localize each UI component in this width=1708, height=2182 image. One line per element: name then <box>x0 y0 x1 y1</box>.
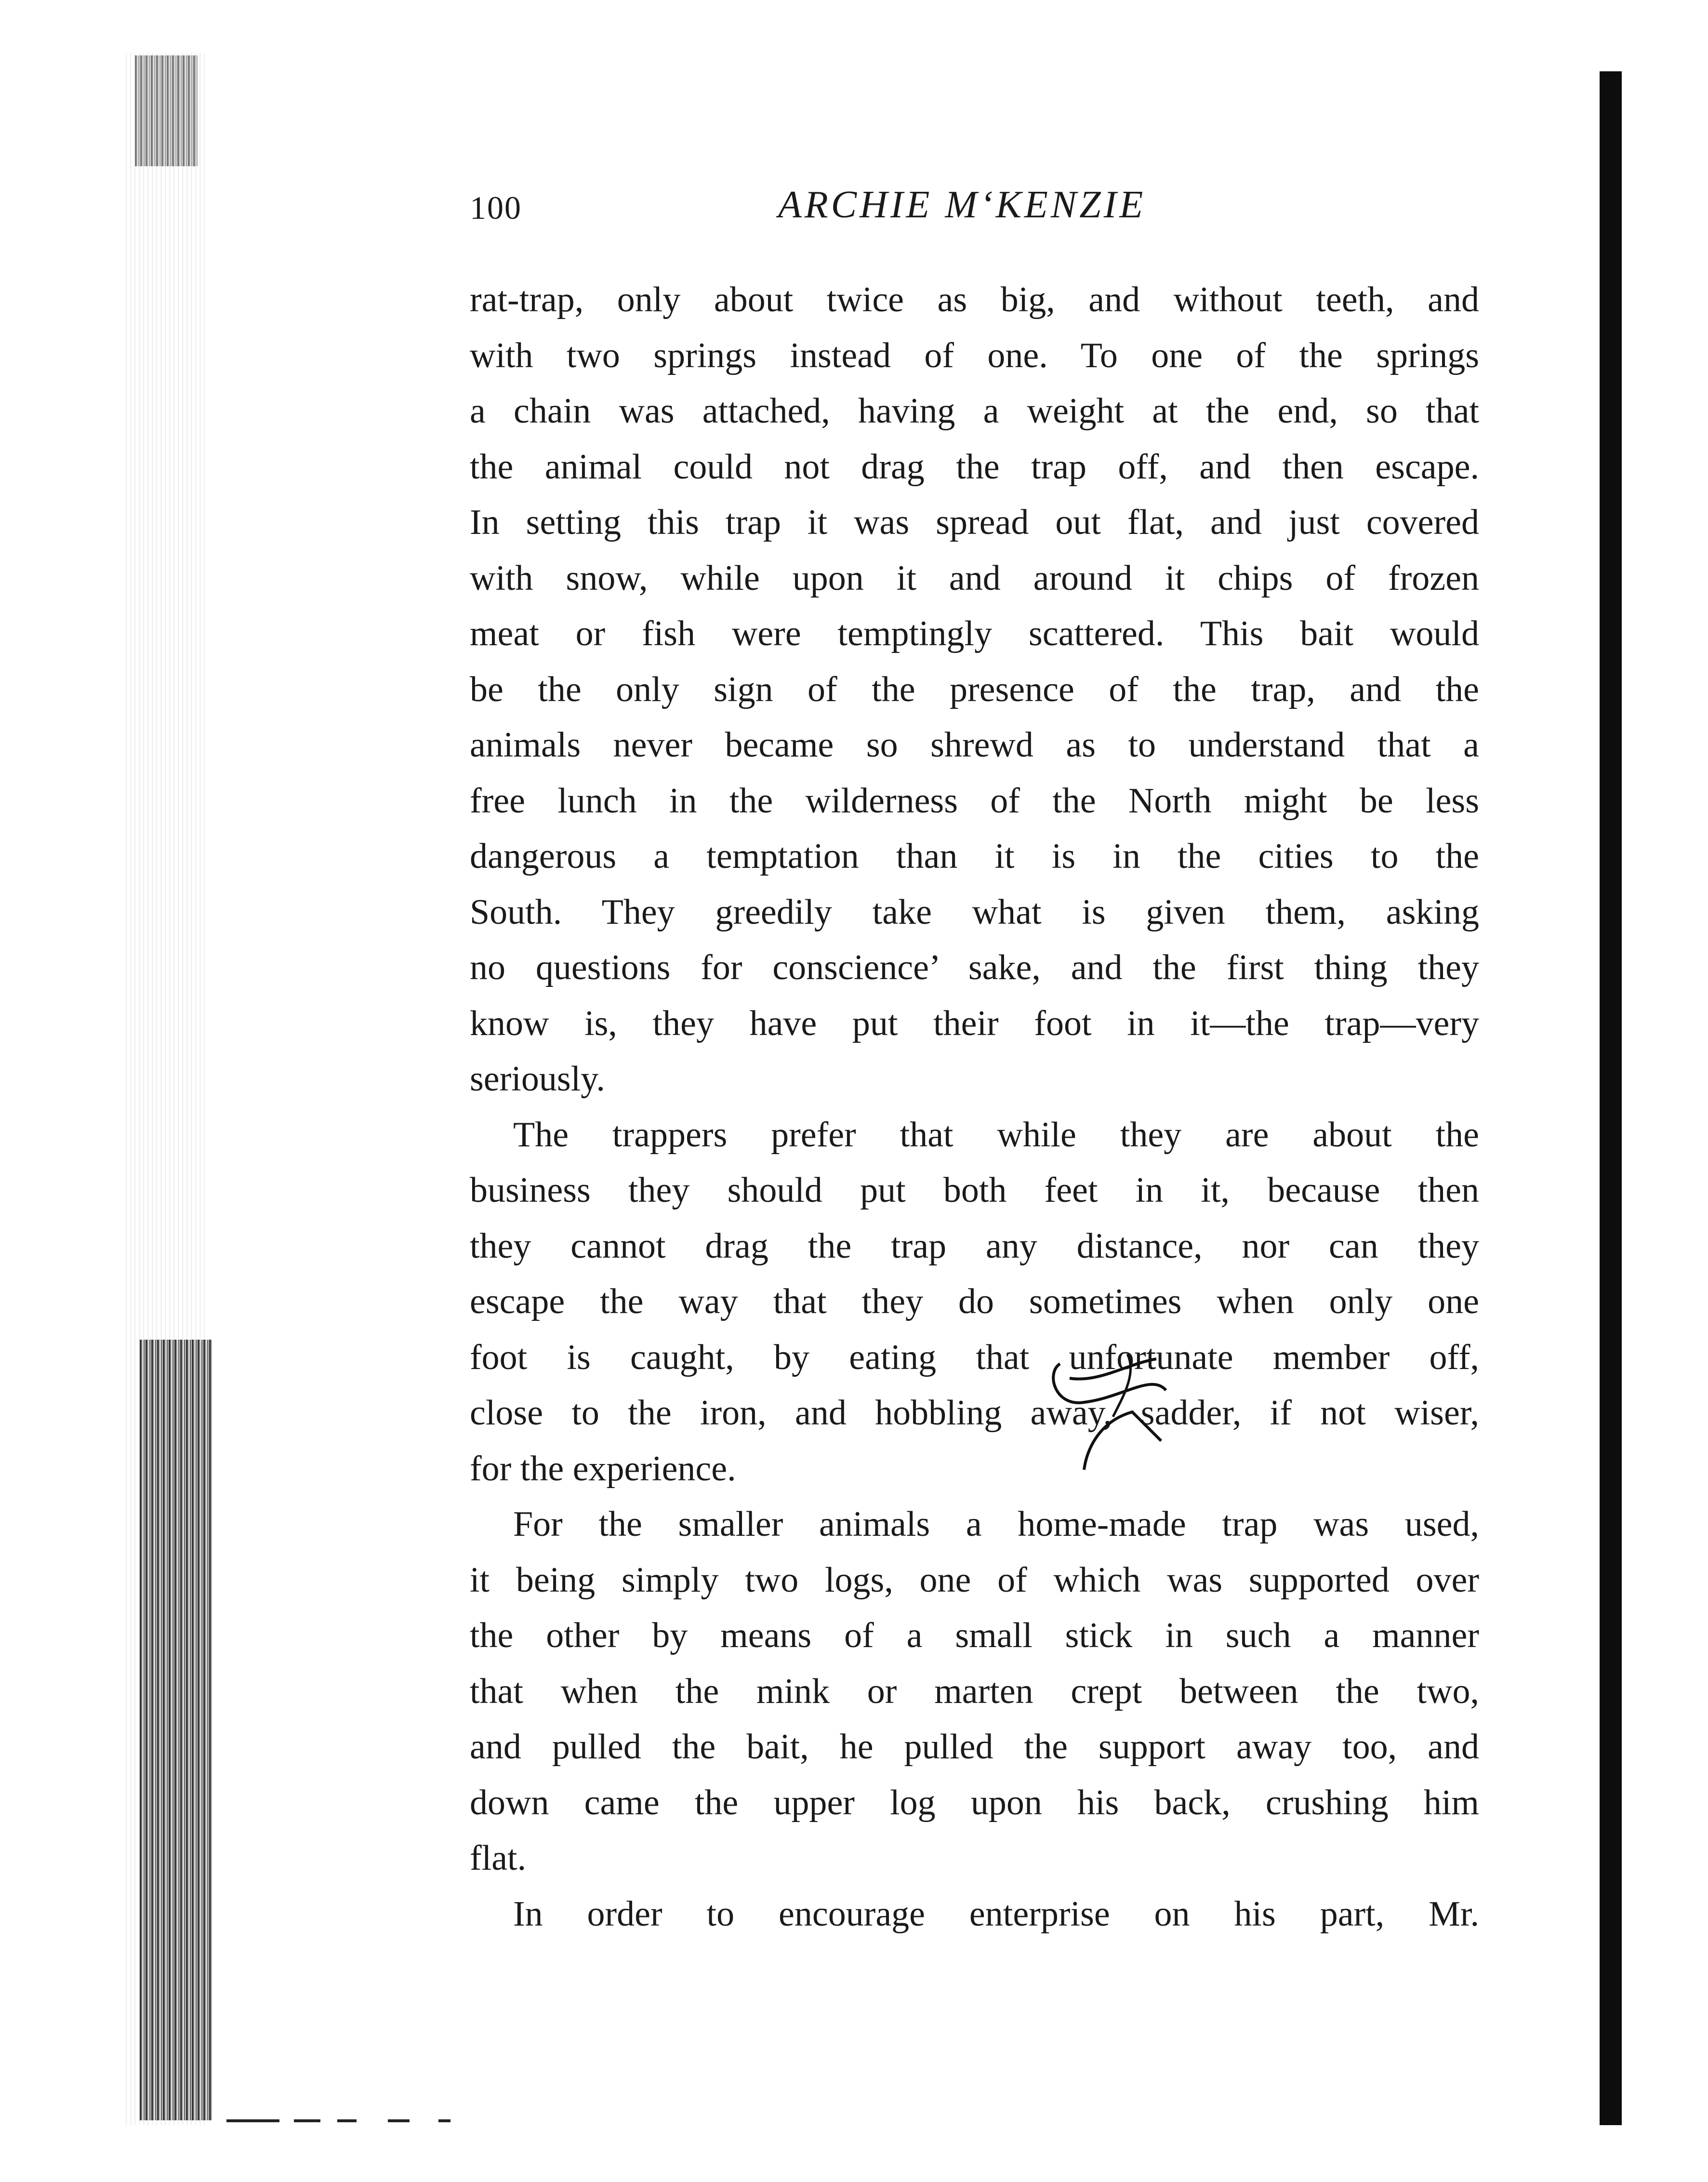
text-line: flat. <box>470 1838 527 1878</box>
scan-mark <box>388 2119 410 2122</box>
binding-shadow-top <box>135 55 198 166</box>
text-line: no questions for conscience’ sake, and the first thing they <box>470 948 1479 987</box>
text-line: they cannot drag the trap any distance, nor can they <box>470 1226 1479 1266</box>
text-line: with snow, while upon it and around it chips of frozen <box>470 558 1479 598</box>
text-line: free lunch in the wilderness of the North might be less <box>470 781 1479 821</box>
text-line: In order to encourage enterprise on his part, Mr. <box>513 1894 1479 1934</box>
scan-mark <box>294 2119 320 2122</box>
text-line: close to the iron, and hobbling away, sadder, if not wiser, <box>470 1393 1479 1433</box>
text-line: foot is caught, by eating that unfortunate member off, <box>470 1337 1479 1377</box>
text-line: know is, they have put their foot in it—the trap—very <box>470 1003 1479 1043</box>
scan-mark <box>226 2119 279 2122</box>
text-line: the animal could not drag the trap off, and then escape. <box>470 447 1479 487</box>
binding-shadow-bottom <box>140 1340 212 2120</box>
text-line: dangerous a temptation than it is in the cities to the <box>470 837 1479 876</box>
body-text <box>470 272 1479 1942</box>
page-header <box>470 184 1221 232</box>
running-head: ARCHIE M‘KENZIE <box>778 184 1146 226</box>
text-line: down came the upper log upon his back, crushing him <box>470 1783 1479 1823</box>
text-line: escape the way that they do sometimes when only one <box>470 1282 1479 1321</box>
text-line: with two springs instead of one. To one of the springs <box>470 335 1479 375</box>
page-number: 100 <box>470 189 522 226</box>
scan-mark <box>337 2119 357 2122</box>
page-edge-bar <box>1600 71 1622 2125</box>
text-line: South. They greedily take what is given them, asking <box>470 892 1479 932</box>
text-line: meat or fish were temptingly scattered. This bait would <box>470 614 1479 653</box>
text-line: The trappers prefer that while they are about the <box>513 1115 1479 1155</box>
text-line: that when the mink or marten crept between the two, <box>470 1671 1479 1711</box>
scan-mark <box>438 2119 450 2122</box>
pen-strike-mark <box>1041 1344 1185 1479</box>
text-line: it being simply two logs, one of which was supported over <box>470 1560 1479 1600</box>
text-line: In setting this trap it was spread out flat, and just covered <box>470 503 1479 542</box>
text-line: a chain was attached, having a weight at the end, so that <box>470 391 1479 431</box>
text-line: For the smaller animals a home-made trap was used, <box>513 1504 1479 1544</box>
text-line: and pulled the bait, he pulled the support away too, and <box>470 1727 1479 1767</box>
text-line: animals never became so shrewd as to understand that a <box>470 725 1479 765</box>
text-line: business they should put both feet in it, because then <box>470 1171 1479 1210</box>
text-line: rat-trap, only about twice as big, and without teeth, and <box>470 280 1479 319</box>
text-line: seriously. <box>470 1059 605 1099</box>
text-line: the other by means of a small stick in such a manner <box>470 1616 1479 1655</box>
text-line: be the only sign of the presence of the trap, and the <box>470 669 1479 709</box>
text-line: for the experience. <box>470 1449 736 1489</box>
